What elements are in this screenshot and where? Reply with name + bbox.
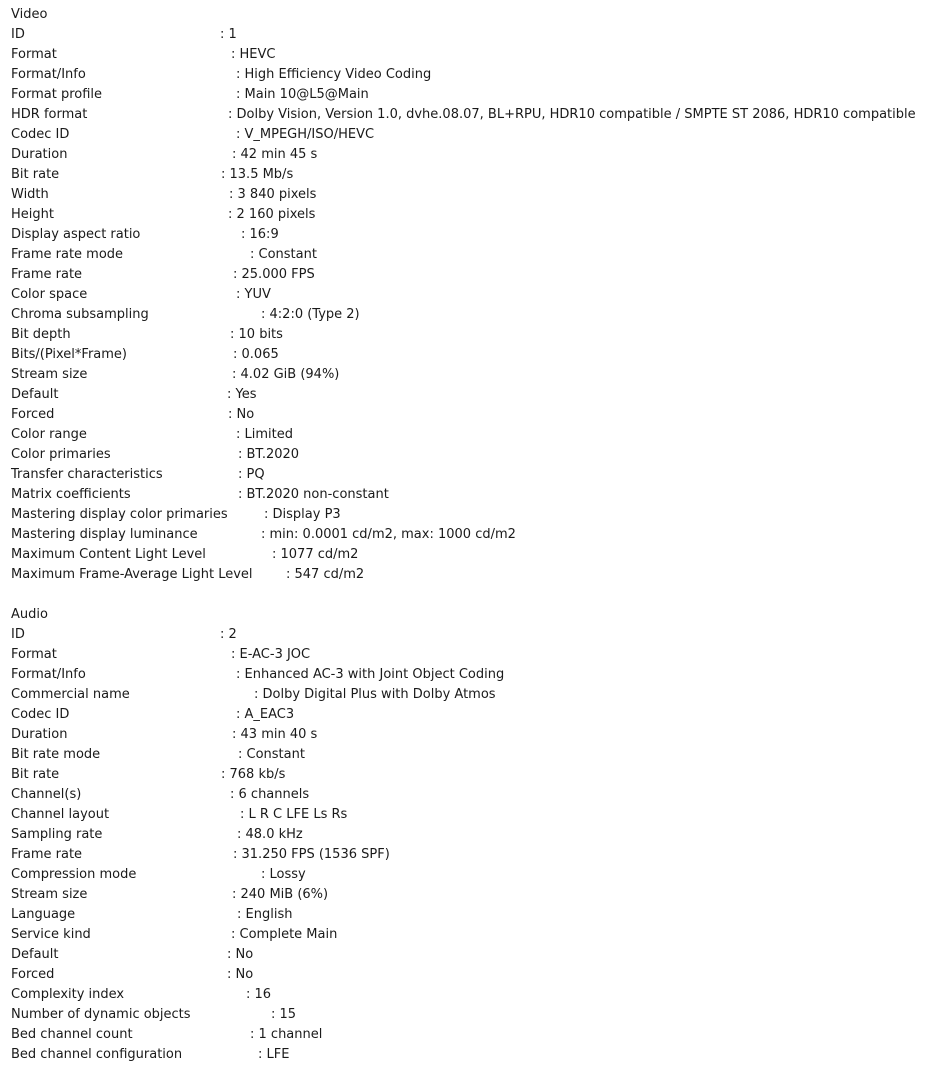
info-row: [11, 905, 293, 925]
info-value: : Complete Main: [231, 927, 338, 942]
info-row: [11, 565, 365, 585]
info-row: [11, 165, 294, 185]
info-row: [11, 1005, 297, 1025]
info-key: Language: [11, 907, 76, 922]
info-key: Color primaries: [11, 447, 111, 462]
info-row: [11, 945, 254, 965]
info-row: [11, 1045, 290, 1065]
info-row: [11, 645, 311, 665]
info-row: [11, 25, 237, 45]
info-value: : HEVC: [231, 47, 276, 62]
info-value: : BT.2020: [238, 447, 300, 462]
info-value: : Lossy: [261, 867, 306, 882]
info-value: : BT.2020 non-constant: [238, 487, 389, 502]
info-row: [11, 225, 279, 245]
info-row: [11, 385, 257, 405]
info-row: [11, 965, 254, 985]
info-value: : 547 cd/m2: [286, 567, 365, 582]
info-row: [11, 885, 329, 905]
info-key: Stream size: [11, 367, 88, 382]
info-key: Color space: [11, 287, 88, 302]
info-key: Format: [11, 647, 57, 662]
info-value: : 1077 cd/m2: [272, 547, 359, 562]
info-key: Codec ID: [11, 127, 70, 142]
info-key: Height: [11, 207, 54, 222]
info-key: Frame rate: [11, 267, 83, 282]
info-value: : 31.250 FPS (1536 SPF): [233, 847, 390, 862]
info-value: : 4.02 GiB (94%): [232, 367, 340, 382]
info-value: : 16: [246, 987, 272, 1002]
info-key: Transfer characteristics: [11, 467, 163, 482]
info-row: [11, 685, 496, 705]
info-value: : Limited: [236, 427, 293, 442]
info-value: : Yes: [227, 387, 257, 402]
info-key: Sampling rate: [11, 827, 103, 842]
info-value: : 10 bits: [230, 327, 283, 342]
info-value: : No: [228, 407, 255, 422]
info-row: [11, 365, 340, 385]
info-value: : 2: [220, 627, 237, 642]
info-value: : English: [237, 907, 293, 922]
info-row: [11, 925, 338, 945]
info-value: : 42 min 45 s: [232, 147, 318, 162]
info-key: Compression mode: [11, 867, 137, 882]
info-key: Channel(s): [11, 787, 82, 802]
info-row: [11, 85, 369, 105]
info-value: : Constant: [250, 247, 317, 262]
info-key: Number of dynamic objects: [11, 1007, 191, 1022]
info-value: : L R C LFE Ls Rs: [240, 807, 348, 822]
info-row: [11, 145, 318, 165]
info-key: ID: [11, 627, 25, 642]
info-key: Default: [11, 947, 59, 962]
info-row: [11, 985, 272, 1005]
info-row: [11, 285, 271, 305]
info-key: Bit rate: [11, 167, 60, 182]
info-value: : Constant: [238, 747, 305, 762]
info-value: : 3 840 pixels: [229, 187, 317, 202]
info-row: [11, 705, 295, 725]
info-row: [11, 185, 317, 205]
info-value: : 6 channels: [230, 787, 310, 802]
info-key: Format profile: [11, 87, 103, 102]
info-row: [11, 725, 318, 745]
info-key: Service kind: [11, 927, 91, 942]
info-key: HDR format: [11, 107, 88, 122]
info-key: Chroma subsampling: [11, 307, 149, 322]
info-row: [11, 785, 310, 805]
info-row: [11, 485, 389, 505]
info-row: [11, 325, 283, 345]
info-key: Codec ID: [11, 707, 70, 722]
info-value: : Dolby Vision, Version 1.0, dvhe.08.07, BL+RPU, HDR10 compatible / SMPTE ST 2086, HDR10 compatible: [228, 107, 916, 122]
info-row: [11, 865, 306, 885]
info-value: : 1 channel: [250, 1027, 323, 1042]
info-row: [11, 545, 359, 565]
info-row: [11, 205, 316, 225]
info-key: Default: [11, 387, 59, 402]
info-row: [11, 345, 279, 365]
info-row: [11, 105, 916, 125]
info-value: : High Efficiency Video Coding: [236, 67, 432, 82]
info-key: Duration: [11, 727, 68, 742]
info-value: : No: [227, 947, 254, 962]
info-key: Duration: [11, 147, 68, 162]
info-key: Maximum Frame-Average Light Level: [11, 567, 253, 582]
info-row: [11, 305, 360, 325]
info-value: : 768 kb/s: [221, 767, 286, 782]
info-value: : 16:9: [241, 227, 279, 242]
info-value: : 4:2:0 (Type 2): [261, 307, 360, 322]
info-row: [11, 625, 237, 645]
info-key: Bit rate: [11, 767, 60, 782]
section-title: Audio: [11, 607, 48, 622]
info-key: Forced: [11, 967, 55, 982]
info-value: : YUV: [236, 287, 271, 302]
info-key: Commercial name: [11, 687, 130, 702]
info-value: : 48.0 kHz: [237, 827, 303, 842]
info-key: Display aspect ratio: [11, 227, 141, 242]
info-key: Mastering display luminance: [11, 527, 198, 542]
info-row: [11, 425, 293, 445]
info-value: : 15: [271, 1007, 297, 1022]
info-key: Complexity index: [11, 987, 125, 1002]
info-value: : No: [227, 967, 254, 982]
info-row: [11, 525, 516, 545]
info-key: Frame rate mode: [11, 247, 124, 262]
info-value: : 0.065: [233, 347, 279, 362]
info-key: Bits/(Pixel*Frame): [11, 347, 127, 362]
info-row: [11, 665, 505, 685]
info-value: : 25.000 FPS: [233, 267, 315, 282]
info-key: Bit depth: [11, 327, 71, 342]
info-row: [11, 765, 286, 785]
info-row: [11, 845, 390, 865]
info-row: [11, 1025, 323, 1045]
info-row: [11, 505, 341, 525]
info-row: [11, 465, 265, 485]
info-key: Bit rate mode: [11, 747, 101, 762]
info-key: Width: [11, 187, 49, 202]
info-row: [11, 825, 303, 845]
info-row: [11, 445, 300, 465]
info-value: : Enhanced AC-3 with Joint Object Coding: [236, 667, 505, 682]
info-key: Channel layout: [11, 807, 110, 822]
info-key: Stream size: [11, 887, 88, 902]
info-value: : A_EAC3: [236, 707, 295, 722]
info-value: : 13.5 Mb/s: [221, 167, 294, 182]
section-title: Video: [11, 7, 48, 22]
info-row: [11, 125, 375, 145]
info-row: [11, 65, 432, 85]
info-value: : Main 10@L5@Main: [236, 87, 369, 102]
info-value: : Dolby Digital Plus with Dolby Atmos: [254, 687, 496, 702]
info-key: Format: [11, 47, 57, 62]
info-row: [11, 45, 276, 65]
info-key: Format/Info: [11, 667, 86, 682]
info-key: Matrix coefficients: [11, 487, 131, 502]
info-key: ID: [11, 27, 25, 42]
info-value: : min: 0.0001 cd/m2, max: 1000 cd/m2: [261, 527, 516, 542]
info-value: : Display P3: [264, 507, 341, 522]
info-key: Forced: [11, 407, 55, 422]
info-value: : 43 min 40 s: [232, 727, 318, 742]
info-key: Maximum Content Light Level: [11, 547, 206, 562]
info-row: [11, 245, 317, 265]
info-key: Format/Info: [11, 67, 86, 82]
info-key: Mastering display color primaries: [11, 507, 228, 522]
info-value: : V_MPEGH/ISO/HEVC: [236, 127, 375, 142]
info-key: Frame rate: [11, 847, 83, 862]
info-row: [11, 265, 315, 285]
info-key: Bed channel configuration: [11, 1047, 183, 1062]
info-row: [11, 405, 255, 425]
info-value: : LFE: [258, 1047, 290, 1062]
info-row: [11, 805, 348, 825]
info-key: Bed channel count: [11, 1027, 133, 1042]
info-row: [11, 745, 305, 765]
info-value: : E-AC-3 JOC: [231, 647, 311, 662]
info-value: : 2 160 pixels: [228, 207, 316, 222]
info-value: : 1: [220, 27, 237, 42]
info-key: Color range: [11, 427, 87, 442]
info-value: : PQ: [238, 467, 265, 482]
info-value: : 240 MiB (6%): [232, 887, 329, 902]
